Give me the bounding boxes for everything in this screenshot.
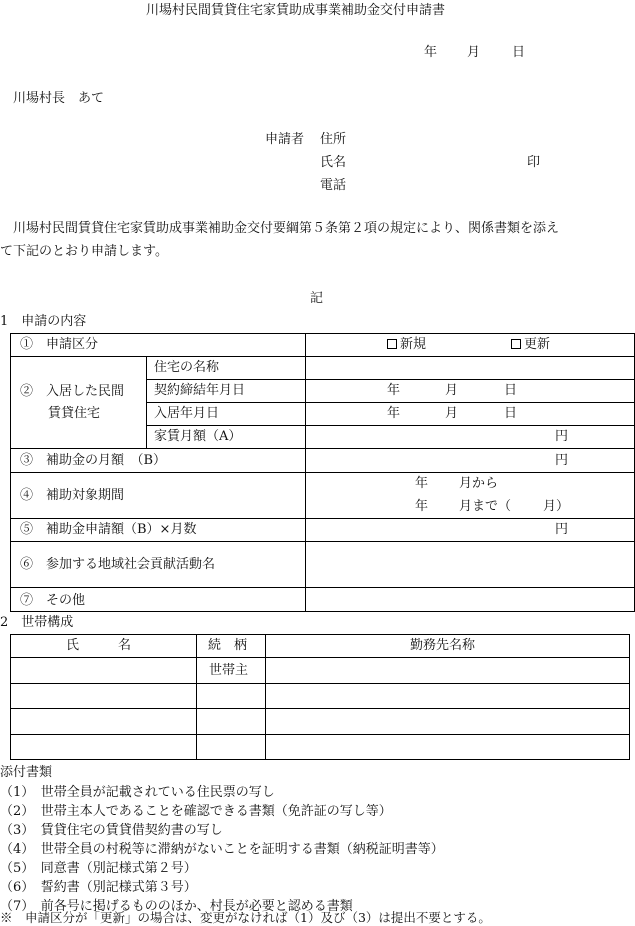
household-col-name: 氏 名 — [66, 638, 132, 653]
attachment-item: （4） 世帯全員の村税等に滞納がないことを証明する書類（納税証明書等） — [0, 842, 444, 857]
seal-mark: 印 — [527, 155, 541, 170]
period-to-year: 年 — [415, 499, 429, 514]
section1-title: 1 申請の内容 — [0, 314, 87, 329]
period-months-count: 月） — [543, 499, 570, 514]
household-head-cell: 世帯主 — [209, 663, 249, 678]
date-month: 月 — [467, 45, 481, 60]
row-rental-housing-label-2: 賃貸住宅 — [48, 406, 101, 421]
move-in-year: 年 — [387, 406, 401, 421]
ki-heading: 記 — [310, 291, 324, 306]
monthly-rent-label: 家賃月額（A） — [154, 429, 242, 444]
date-year: 年 — [424, 45, 438, 60]
contract-day: 日 — [504, 383, 518, 398]
row-monthly-subsidy-label: ③ 補助金の月額 （B） — [20, 453, 167, 468]
attachment-item: （7） 前各号に掲げるもののほか、村長が必要と認める書類 — [0, 899, 353, 914]
option-renew[interactable] — [511, 338, 550, 351]
move-in-date-label: 入居年月日 — [154, 406, 220, 421]
date-day: 日 — [512, 45, 526, 60]
footnote: ※ 申請区分が「更新」の場合は、変更がなければ（1）及び（3）は提出不要とする。 — [0, 910, 491, 925]
row-requested-amount-label: ⑤ 補助金申請額（B）×月数 — [20, 522, 197, 537]
attachment-item: （6） 誓約書（別記様式第３号） — [0, 880, 197, 895]
row-rental-housing-label-1: ② 入居した民間 — [20, 384, 125, 399]
attachments-title: 添付書類 — [0, 765, 53, 780]
subsidy-yen-unit: 円 — [555, 453, 569, 468]
intro-text-line1: 川場村民間賃貸住宅家賃助成事業補助金交付要綱第５条第２項の規定により、関係書類を添え — [13, 221, 560, 236]
option-new[interactable] — [387, 338, 426, 351]
checkbox-new-icon[interactable] — [387, 339, 397, 349]
attachment-item: （3） 賃貸住宅の賃貸借契約書の写し — [0, 823, 223, 838]
household-col-relation: 続 柄 — [208, 638, 248, 653]
document-title: 川場村民間賃貸住宅家賃助成事業補助金交付申請書 — [146, 3, 446, 18]
checkbox-renew-icon[interactable] — [511, 339, 521, 349]
applicant-address-label: 住所 — [320, 132, 347, 147]
row-other-label: ⑦ その他 — [20, 593, 86, 608]
household-col-workplace: 勤務先名称 — [410, 638, 476, 653]
period-from-month: 月から — [459, 476, 499, 491]
requested-yen-unit: 円 — [555, 522, 569, 537]
applicant-phone-label: 電話 — [320, 178, 347, 193]
contract-year: 年 — [387, 383, 401, 398]
contract-month: 月 — [445, 383, 459, 398]
section2-title: 2 世帯構成 — [0, 615, 74, 630]
attachment-item: （1） 世帯全員が記載されている住民票の写し — [0, 785, 275, 800]
move-in-day: 日 — [504, 406, 518, 421]
applicant-label: 申請者 — [265, 132, 305, 147]
attachment-item: （5） 同意書（別記様式第２号） — [0, 861, 197, 876]
row-application-type-label: ① 申請区分 — [20, 337, 99, 352]
applicant-name-label: 氏名 — [320, 155, 347, 170]
period-to-month: 月まで（ — [459, 499, 512, 514]
period-from-year: 年 — [415, 476, 429, 491]
addressee: 川場村長 あて — [13, 91, 105, 106]
housing-name-label: 住宅の名称 — [154, 360, 220, 375]
rent-yen-unit: 円 — [555, 429, 569, 444]
option-new-label: 新規 — [400, 337, 427, 352]
attachment-item: （2） 世帯主本人であることを確認できる書類（免許証の写し等） — [0, 804, 392, 819]
row-community-activity-label: ⑥ 参加する地域社会貢献活動名 — [20, 557, 216, 572]
option-renew-label: 更新 — [524, 337, 551, 352]
row-period-label: ④ 補助対象期間 — [20, 488, 125, 503]
contract-date-label: 契約締結年月日 — [154, 383, 246, 398]
move-in-month: 月 — [445, 406, 459, 421]
intro-text-line2: て下記のとおり申請します。 — [0, 244, 168, 259]
